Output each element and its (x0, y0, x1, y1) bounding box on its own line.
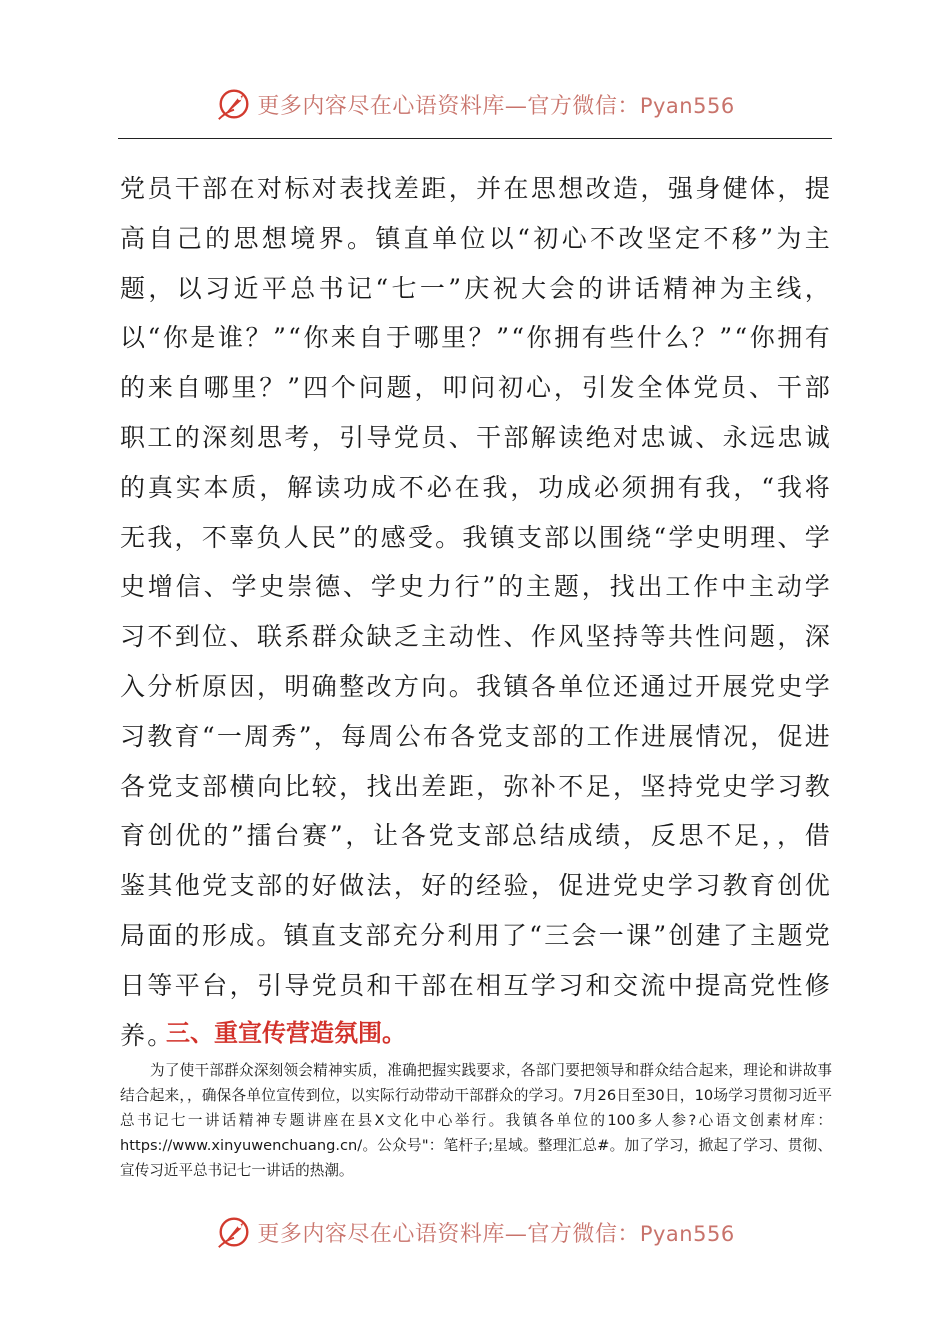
small-paragraph: 为了使干部群众深刻领会精神实质，准确把握实践要求，各部门要把领导和群众结合起来，理论和讲故事结合起来，，确保各单位宣传到位，以实际行动带动干部群众的学习。7月26日至30日，10场学习贯彻习近平总书记七一讲话精神专题讲座在县X文化中心举行。我镇各单位的100多人参?心语文创素材库：https://www.xinyuwenchuang.cn/。公众号"：笔杆子;星域。整理汇总#。加了学习，掀起了学习、贯彻、宣传习近平总书记七一讲话的热潮。 (120, 1062, 832, 1179)
header-banner (0, 84, 950, 124)
pen-nib-logo-icon (215, 1213, 253, 1251)
footer-banner (0, 1212, 950, 1252)
section-heading: 三、重宣传营造氛围。 (166, 1019, 406, 1047)
pen-nib-logo-icon (215, 85, 253, 123)
body-paragraph: 党员干部在对标对表找差距，并在思想改造，强身健体，提高自己的思想境界。镇直单位以“初心不改坚定不移”为主题，以习近平总书记“七一”庆祝大会的讲话精神为主线，以“你是谁？”“你来自于哪里？”“你拥有些什么？”“你拥有的来自哪里？”四个问题，叩问初心，引发全体党员、干部职工的深刻思考，引导党员、干部解读绝对忠诚、永远忠诚的真实本质，解读功成不必在我，功成必须拥有我，“我将无我，不辜负人民”的感受。我镇支部以围绕“学史明理、学史增信、学史崇德、学史力行”的主题，找出工作中主动学习不到位、联系群众缺乏主动性、作风坚持等共性问题，深入分析原因，明确整改方向。我镇各单位还通过开展党史学习教育“一周秀”，每周公布各党支部的工作进展情况，促进各党支部横向比较，找出差距，弥补不足，坚持党史学习教育创优的”擂台赛”，让各党支部总结成绩，反思不足，，借鉴其他党支部的好做法，好的经验，促进党史学习教育创优局面的形成。镇直支部充分利用了“三会一课”创建了主题党日等平台，引导党员和干部在相互学习和交流中提高党性修养。 (120, 174, 832, 1050)
header-divider (118, 138, 832, 139)
footer-banner-text: 更多内容尽在心语资料库—官方微信： (257, 1221, 640, 1247)
header-banner-text: 更多内容尽在心语资料库—官方微信： (257, 93, 640, 119)
header-wechat-id: Pyan556 (639, 93, 735, 118)
footer-wechat-id: Pyan556 (639, 1221, 735, 1246)
